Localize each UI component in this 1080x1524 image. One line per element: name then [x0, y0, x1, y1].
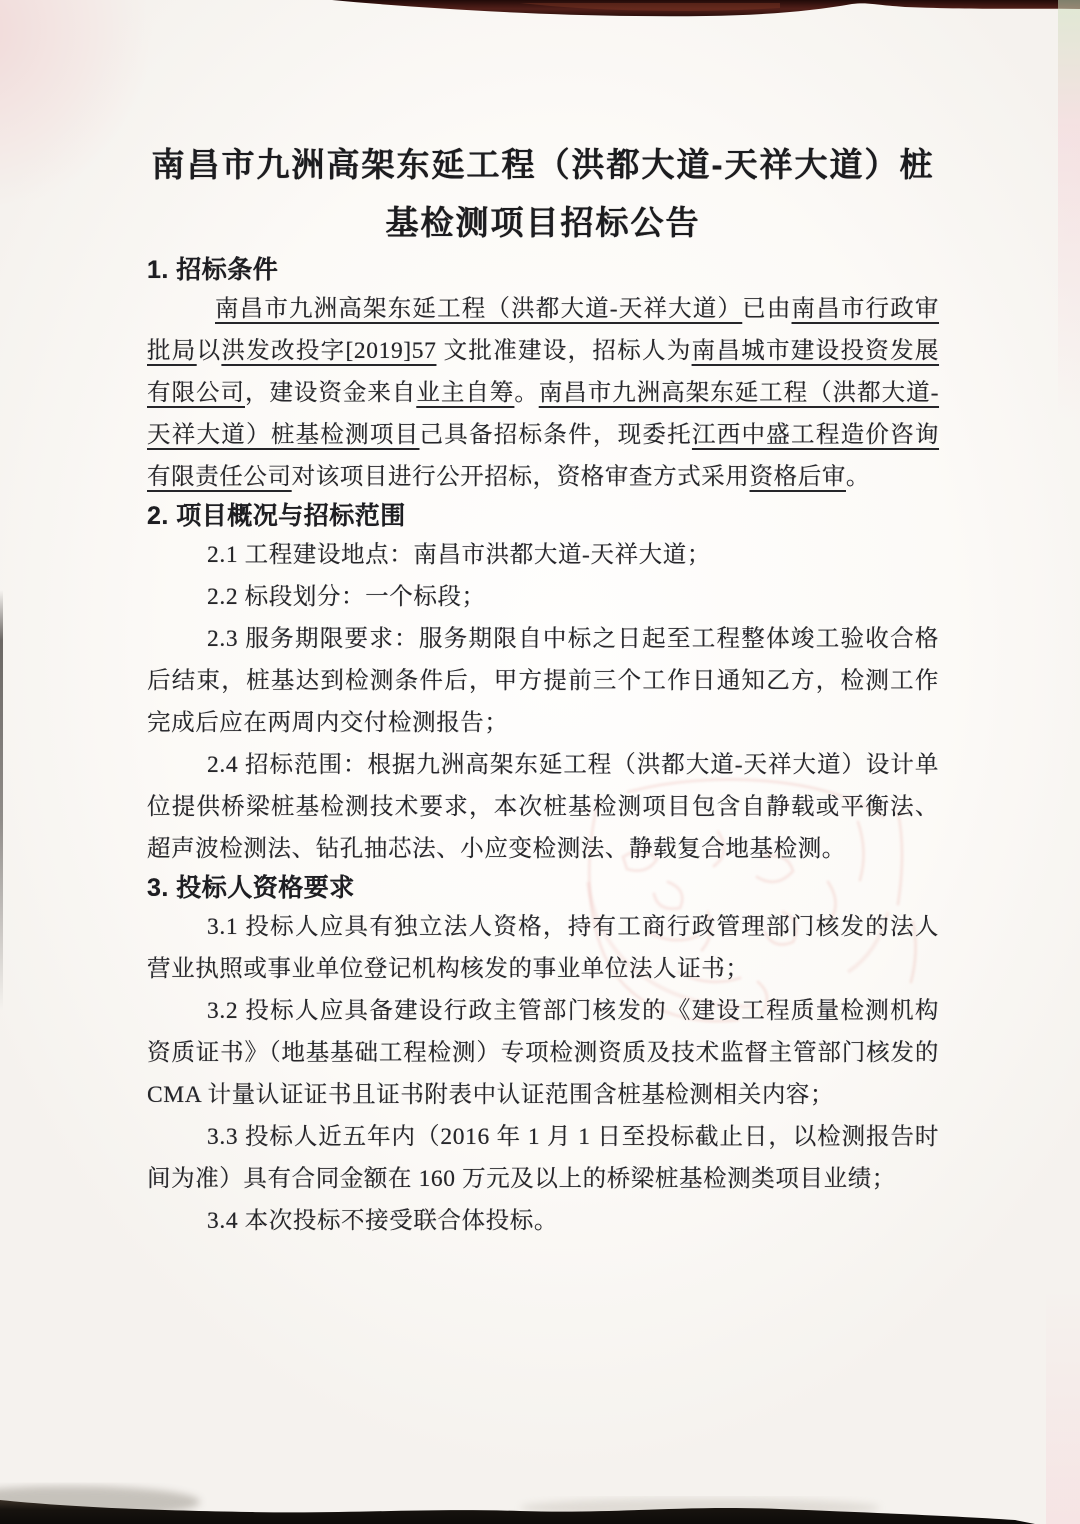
clause-2-4: 2.4 招标范围：根据九洲高架东延工程（洪都大道-天祥大道）设计单位提供桥梁桩基检测技术要求，本次桩基检测项目包含自静载或平衡法、超声波检测法、钻孔抽芯法、小应变检测法、静载复合地基检测。 [147, 752, 939, 862]
section-2-heading: 2. 项目概况与招标范围 [147, 502, 406, 530]
section-bidder-qualifications [147, 870, 939, 1242]
clause-3-1: 3.1 投标人应具有独立法人资格，持有工商行政管理部门核发的法人营业执照或事业单位登记机构核发的事业单位法人证书； [147, 914, 939, 982]
photo-top-edge [0, 0, 1080, 26]
title-line-2: 基检测项目招标公告 [385, 204, 701, 241]
photo-bottom-edge [0, 1454, 1080, 1524]
clause-3-2: 3.2 投标人应具备建设行政主管部门核发的《建设工程质量检测机构资质证书》（地基基础工程检测）专项检测资质及技术监督主管部门核发的 CMA 计量认证证书且证书附表中认证范围含桩基检测相关内容； [147, 998, 939, 1108]
document-title [147, 136, 939, 252]
clause-3-4: 3.4 本次投标不接受联合体投标。 [207, 1208, 558, 1234]
section-3-heading: 3. 投标人资格要求 [147, 874, 355, 902]
section-1-paragraph: 南昌市九洲高架东延工程（洪都大道-天祥大道）已由南昌市行政审批局以洪发改投字[2019]57 文批准建设，招标人为南昌城市建设投资发展有限公司，建设资金来自业主自筹。南昌市九洲高架东延工程（洪都大道-天祥大道）桩基检测项目己具备招标条件，现委托江西中盛工程造价咨询有限责任公司对该项目进行公开招标，资格审查方式采用资格后审。 [147, 296, 940, 490]
section-1-heading: 1. 招标条件 [147, 256, 279, 284]
page-edge-tint-bottom-right [1046, 1284, 1080, 1524]
section-bidding-conditions [147, 252, 939, 498]
clause-2-1: 2.1 工程建设地点：南昌市洪都大道-天祥大道； [207, 542, 711, 568]
paper-fold-line [0, 590, 3, 1010]
section-project-overview [147, 498, 939, 870]
page-edge-tint-top-right [1058, 0, 1080, 420]
title-line-1: 南昌市九洲高架东延工程（洪都大道-天祥大道）桩 [151, 146, 935, 183]
clause-3-3: 3.3 投标人近五年内（2016 年 1 月 1 日至投标截止日，以检测报告时间为准）具有合同金额在 160 万元及以上的桥梁桩基检测类项目业绩； [147, 1124, 939, 1192]
clause-2-3: 2.3 服务期限要求：服务期限自中标之日起至工程整体竣工验收合格后结束，桩基达到检测条件后，甲方提前三个工作日通知乙方，检测工作完成后应在两周内交付检测报告； [147, 626, 939, 736]
document [147, 136, 939, 1242]
clause-2-2: 2.2 标段划分：一个标段； [207, 584, 486, 610]
